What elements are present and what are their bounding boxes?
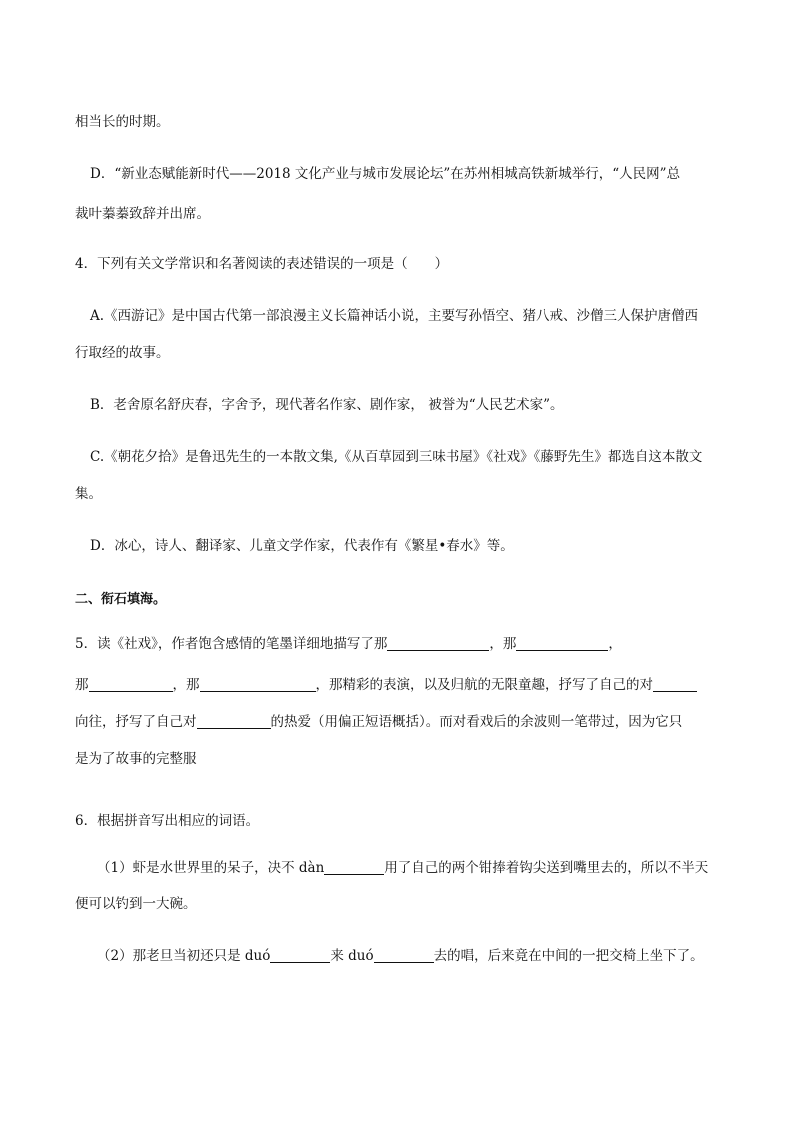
question-6-part2 <box>97 946 718 966</box>
q5-text: ，那 <box>489 636 517 652</box>
question-5-line3 <box>75 712 718 732</box>
answer-blank[interactable] <box>89 677 173 692</box>
q5-text: ，那 <box>172 677 200 693</box>
answer-blank[interactable] <box>516 636 608 651</box>
q6-text: 用了自己的两个钳捧着钩尖送到嘴里去的，所以不半天 <box>384 860 709 876</box>
question-5-line1 <box>75 634 718 654</box>
answer-blank[interactable] <box>374 948 434 963</box>
section-2-heading: 二、衔石填海。 <box>75 592 167 607</box>
q4-option-a-line2: 行取经的故事。 <box>75 345 170 361</box>
q5-text: 的热爱（用偏正短语概括）。而对看戏后的余波则一笔带过，因为它只 <box>270 714 683 730</box>
q4-option-d: D．冰心，诗人、翻译家、儿童文学作家，代表作有《繁星•春水》等。 <box>90 538 514 554</box>
q5-text: ， <box>608 636 622 652</box>
q3-option-c-tail: 相当长的时期。 <box>75 114 170 130</box>
question-5-line4: 是为了故事的完整服 <box>75 751 197 767</box>
answer-blank[interactable] <box>197 714 271 729</box>
question-5-line2 <box>75 675 718 695</box>
q4-option-c-line2: 集。 <box>75 486 102 502</box>
answer-blank[interactable] <box>270 948 330 963</box>
question-6-part1-line1 <box>97 858 718 878</box>
q5-text: ，那精彩的表演，以及归航的无限童趣，抒写了自己的对 <box>315 677 653 693</box>
q6-text: 去的唱，后来竟在中间的一把交椅上坐下了。 <box>433 948 704 964</box>
q6-text: （2）那老旦当初还只是 duó <box>97 948 271 964</box>
answer-blank[interactable] <box>387 636 489 651</box>
answer-blank[interactable] <box>653 677 697 692</box>
q5-text: 那 <box>75 677 89 693</box>
q5-text: 5．读《社戏》，作者饱含感情的笔墨详细地描写了那 <box>75 636 388 652</box>
answer-blank[interactable] <box>200 677 316 692</box>
q3-option-d-line2: 裁叶蓁蓁致辞并出席。 <box>75 206 210 222</box>
q6-text: 来 duó <box>330 948 374 964</box>
answer-blank[interactable] <box>324 860 384 875</box>
q4-option-b: B．老舍原名舒庆春，字舍予，现代著名作家、剧作家， 被誉为“人民艺术家”。 <box>90 397 564 413</box>
q3-option-d-line1: D．“新业态赋能新时代——2018 文化产业与城市发展论坛”在苏州相城高铁新城举行，“人民网”总 <box>90 166 681 182</box>
question-6-part1-line2: 便可以钓到一大碗。 <box>75 896 197 912</box>
q5-text: 向往，抒写了自己对 <box>75 714 197 730</box>
q4-option-c-line1: C.《朝花夕拾》是鲁迅先生的一本散文集,《从百草园到三味书屋》《社戏》《藤野先生》都选自这本散文 <box>90 449 703 465</box>
q6-text: （1）虾是水世界里的呆子，决不 dàn <box>97 860 325 876</box>
question-6-stem: 6．根据拼音写出相应的词语。 <box>75 813 260 829</box>
question-4-stem: 4．下列有关文学常识和名著阅读的表述错误的一项是（ ） <box>75 256 449 272</box>
q4-option-a-line1: A.《西游记》是中国古代第一部浪漫主义长篇神话小说，主要写孙悟空、猪八戒、沙僧三人保护唐僧西 <box>90 308 699 324</box>
